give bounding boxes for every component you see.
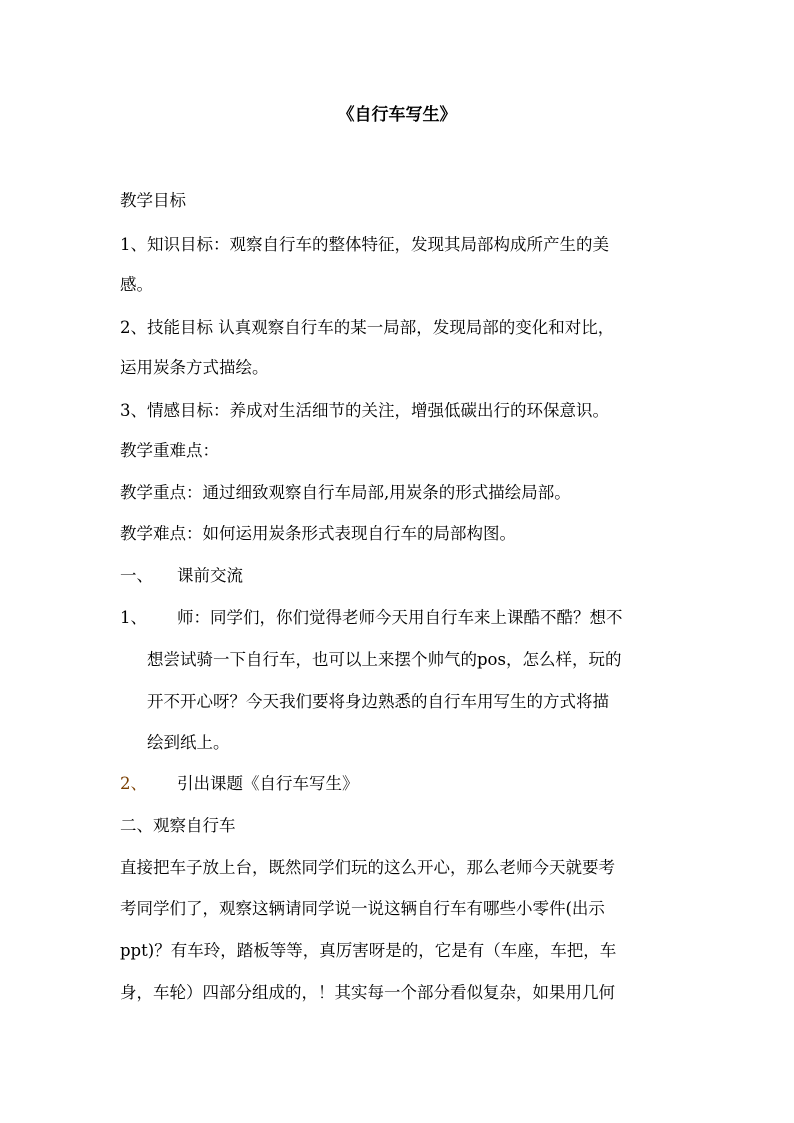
key-difficulty-heading: 教学重难点： [120,441,219,460]
document-title: 《自行车写生》 [337,105,457,125]
item-2-text: 引出课题《自行车写生》 [177,774,359,793]
paragraph-line-3: ppt)？有车玲，踏板等等，真厉害呀是的，它是有（车座，车把，车 [120,941,617,960]
section-2-heading: 二、观察自行车 [120,816,236,835]
item-1-line-1: 师：同学们，你们觉得老师今天用自行车来上课酷不酷？想不 [177,608,623,627]
knowledge-goal-line: 1、知识目标：观察自行车的整体特征，发现其局部构成所产生的美 [120,235,609,254]
section-1-number: 一、 [120,566,153,585]
item-1-line-3: 开不开心呀？今天我们要将身边熟悉的自行车用写生的方式将描 [147,692,609,711]
section-1-heading: 课前交流 [177,566,243,585]
paragraph-line-2: 考同学们了，观察这辆请同学说一说这辆自行车有哪些小零件(出示 [120,899,605,918]
emotion-goal-line: 3、情感目标：养成对生活细节的关注，增强低碳出行的环保意识。 [120,401,609,420]
teaching-key-point: 教学重点：通过细致观察自行车局部,用炭条的形式描绘局部。 [120,483,571,502]
paragraph-line-4: 身，车轮）四部分组成的，！其实每一个部分看似复杂，如果用几何 [120,983,615,1002]
paragraph-line-1: 直接把车子放上台，既然同学们玩的这么开心，那么老师今天就要考 [120,858,615,877]
item-1-number: 1、 [120,608,147,627]
skill-goal-line: 2、技能目标 认真观察自行车的某一局部，发现局部的变化和对比， [120,318,615,337]
skill-goal-line-cont: 运用炭条方式描绘。 [120,358,269,377]
item-1-line-4: 绘到纸上。 [147,733,230,752]
knowledge-goal-line-cont: 感。 [120,275,153,294]
item-1-line-2: 想尝试骑一下自行车，也可以上来摆个帅气的pos，怎么样，玩的 [147,650,622,669]
teaching-difficulty: 教学难点：如何运用炭条形式表现自行车的局部构图。 [120,524,516,543]
teaching-goals-heading: 教学目标 [120,191,186,210]
item-2-number: 2、 [120,774,147,793]
